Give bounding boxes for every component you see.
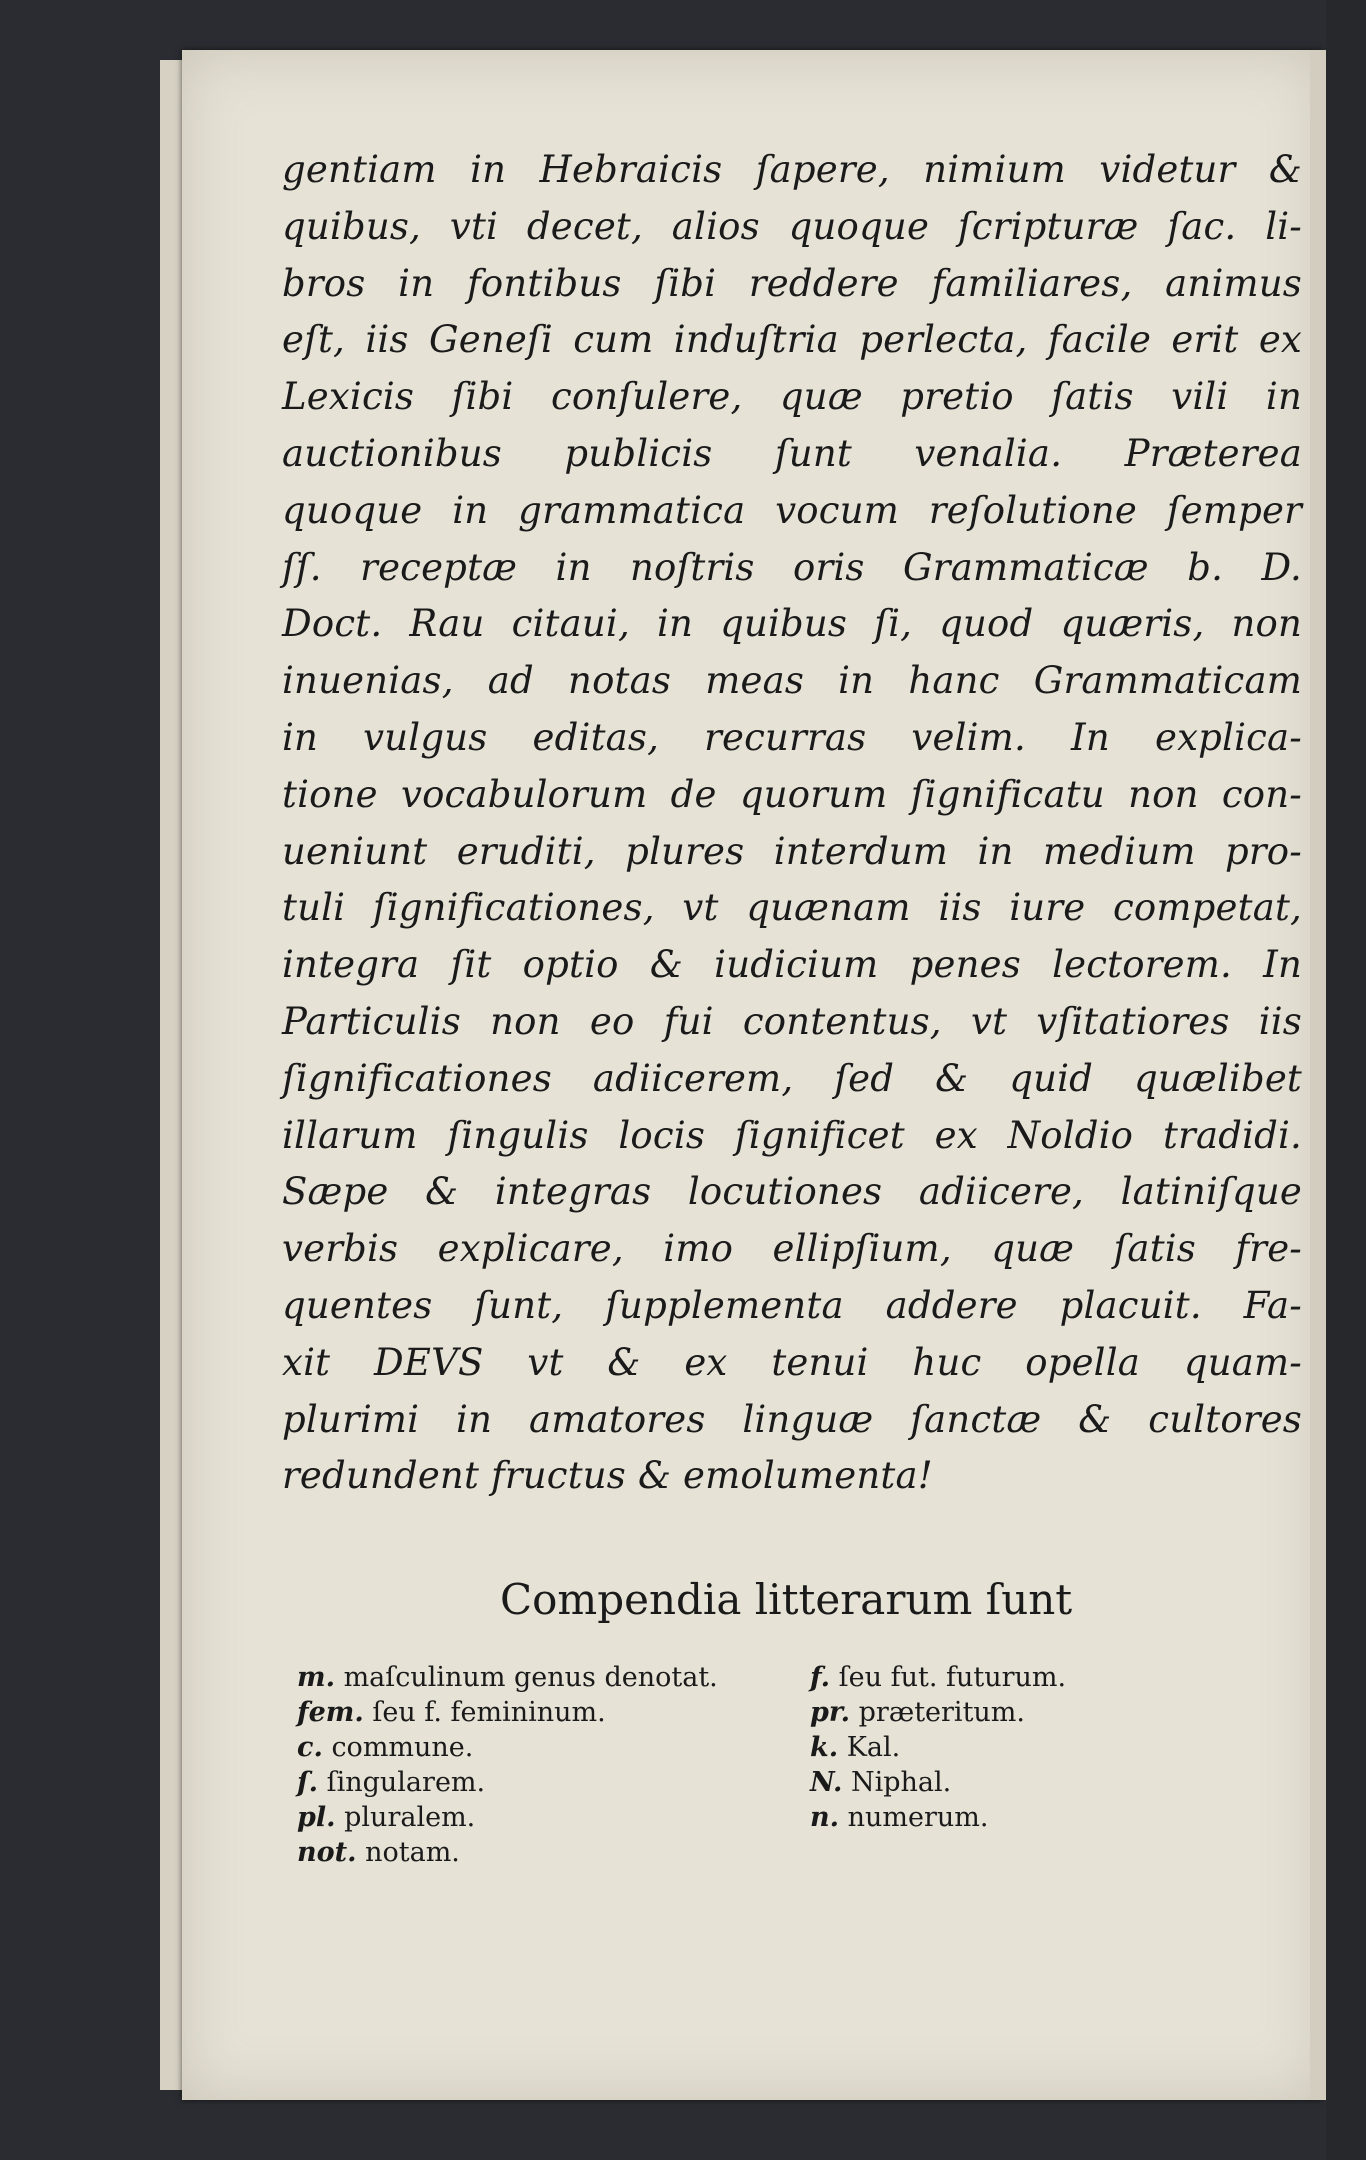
background-strip [1326,0,1366,2160]
abbreviation-meaning: ſingularem. [326,1767,486,1798]
abbreviation: N. [810,1767,843,1798]
text-line: verbis explicare, imo ellipſium, quæ ſatis fre- [282,1227,1302,1271]
text-line: ſignificationes adiicerem, ſed & quid quælibet [282,1056,1302,1100]
text-line: quoque in grammatica vocum reſolutione ſemper [282,488,1302,532]
abbreviation-list-right [810,1660,1066,1835]
abbreviation-entry [297,1660,718,1695]
preface-paragraph [282,142,1302,1505]
text-line: illarum ſingulis locis ſignificet ex Noldio tradidi. [282,1113,1302,1157]
text-line: bros in fontibus ſibi reddere familiares, animus [282,261,1302,305]
abbreviation-meaning: maſculinum genus denotat. [343,1662,718,1693]
abbreviation-entry [810,1800,1066,1835]
abbreviation-meaning: commune. [331,1732,474,1763]
abbreviation: fem. [297,1697,364,1728]
abbreviation-entry [810,1660,1066,1695]
abbreviation: f. [810,1662,831,1693]
abbreviation: not. [297,1837,357,1868]
abbreviation-entry [297,1765,718,1800]
abbreviation-entry [810,1765,1066,1800]
abbreviation-entry [297,1730,718,1765]
abbreviation-entry [810,1695,1066,1730]
text-line: xit DEVS vt & ex tenui huc opella quam- [282,1340,1302,1384]
text-line: tione vocabulorum de quorum ſignificatu non con- [282,772,1302,816]
text-line: eſt, iis Geneſi cum induſtria perlecta, facile erit ex [282,318,1302,362]
abbreviation-meaning: Kal. [846,1732,901,1763]
text-line: tuli ſignificationes, vt quænam iis iure competat, [282,886,1302,930]
abbreviation-entry [810,1730,1066,1765]
section-heading: Compendia litterarum ſunt [500,1575,1073,1624]
text-line: inuenias, ad notas meas in hanc Grammaticam [282,659,1302,703]
text-line: ueniunt eruditi, plures interdum in medium pro- [282,829,1302,873]
text-line: quibus, vti decet, alios quoque ſcripturæ ſac. li- [282,204,1302,248]
text-line: Sæpe & integras locutiones adiicere, latiniſque [282,1170,1302,1214]
abbreviation-entry [297,1800,718,1835]
abbreviation-entry [297,1835,718,1870]
text-line: redundent fructus & emolumenta! [282,1454,933,1498]
text-line: in vulgus editas, recurras velim. In explica- [282,715,1302,759]
abbreviation: m. [297,1662,335,1693]
abbreviation-meaning: ſeu f. femininum. [372,1697,606,1728]
abbreviation-meaning: pluralem. [344,1802,476,1833]
text-line: Doct. Rau citaui, in quibus ſi, quod quæris, non [282,602,1302,646]
text-line: integra ſit optio & iudicium penes lectorem. In [282,943,1302,987]
abbreviation-meaning: præteritum. [858,1697,1025,1728]
abbreviation: c. [297,1732,323,1763]
text-line: quentes ſunt, ſupplementa addere placuit. Fa- [282,1283,1302,1327]
abbreviation: pl. [297,1802,336,1833]
abbreviation-meaning: ſeu fut. futurum. [838,1662,1067,1693]
abbreviation: k. [810,1732,839,1763]
abbreviation-meaning: Niphal. [850,1767,952,1798]
abbreviation: ſ. [297,1767,319,1798]
text-line: plurimi in amatores linguæ ſanctæ & cultores [282,1397,1302,1441]
text-line: ſſ. receptæ in noſtris oris Grammaticæ b. D. [282,545,1302,589]
abbreviation: n. [810,1802,840,1833]
abbreviation: pr. [810,1697,851,1728]
abbreviation-list-left [297,1660,718,1870]
abbreviation-meaning: notam. [365,1837,460,1868]
text-line: auctionibus publicis ſunt venalia. Præterea [282,431,1302,475]
text-line: Lexicis ſibi conſulere, quæ pretio ſatis vili in [282,375,1302,419]
text-line: Particulis non eo fui contentus, vt vſitatiores iis [282,999,1302,1043]
abbreviation-entry [297,1695,718,1730]
text-line: gentiam in Hebraicis ſapere, nimium videtur & [282,148,1302,191]
abbreviation-meaning: numerum. [847,1802,989,1833]
